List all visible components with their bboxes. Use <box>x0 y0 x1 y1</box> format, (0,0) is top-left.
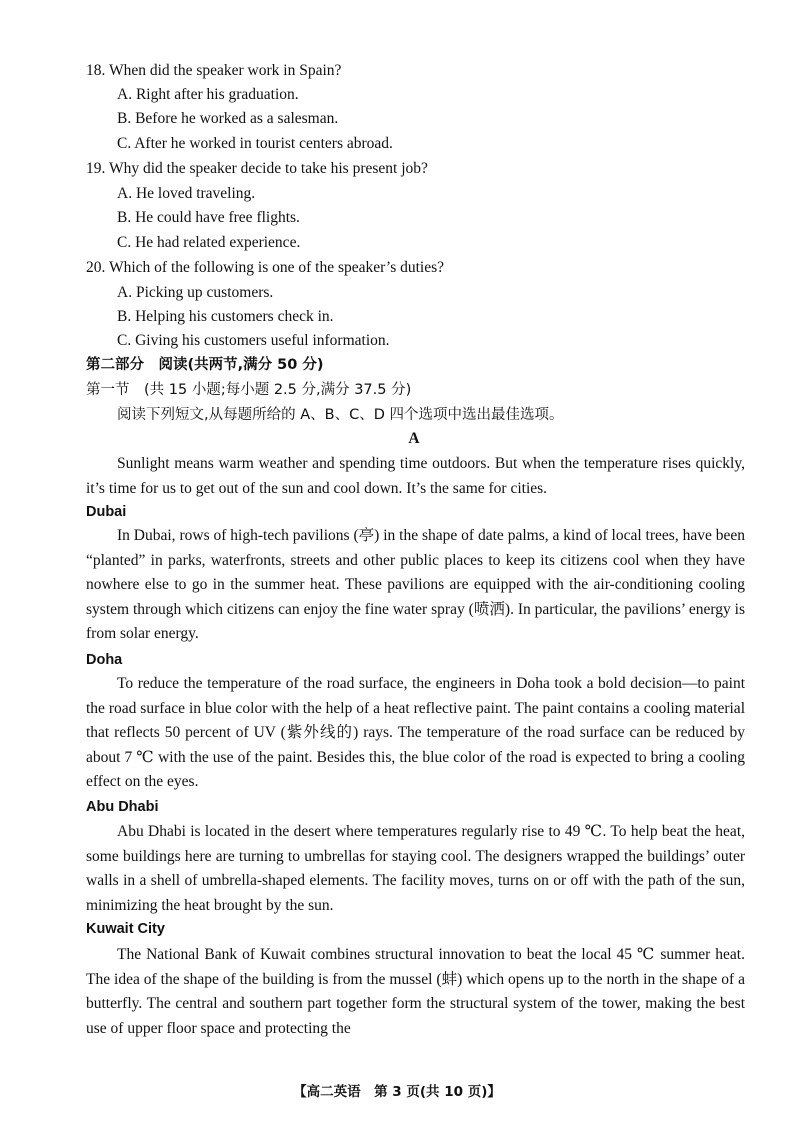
passage-label: A <box>408 430 420 447</box>
option-19a: A. He loved traveling. <box>117 185 256 202</box>
city-heading-abu-dhabi: Abu Dhabi <box>86 799 159 815</box>
city-heading-kuwait-city: Kuwait City <box>86 921 165 937</box>
option-18c: C. After he worked in tourist centers abroad. <box>117 135 393 152</box>
option-20a: A. Picking up customers. <box>117 284 274 301</box>
page-footer: 【高二英语 第 3 页(共 10 页)】 <box>293 1084 501 1100</box>
paragraph-abu-dhabi: Abu Dhabi is located in the desert where temperatures regularly rise to 49 ℃. To help beat the heat, some buildings here are turning to umbrellas for staying cool. The designers wrapped the buildings’ outer walls in a shell of umbrella-shaped elements. The facility moves, turns on or off with the path of the sun, minimizing the heat brought by the sun. <box>86 823 745 914</box>
option-20c: C. Giving his customers useful information. <box>117 332 390 349</box>
question-20: 20. Which of the following is one of the speaker’s duties? <box>86 259 444 276</box>
section1-heading: 第一节 (共 15 小题;每小题 2.5 分,满分 37.5 分) <box>86 382 412 398</box>
passage-intro: Sunlight means warm weather and spending time outdoors. But when the temperature rises quickly, it’s time for us to get out of the sun and cool down. It’s the same for cities. <box>86 455 745 497</box>
option-19c: C. He had related experience. <box>117 234 301 251</box>
part2-heading: 第二部分 阅读(共两节,满分 50 分) <box>86 357 324 373</box>
paragraph-kuwait-city: The National Bank of Kuwait combines structural innovation to beat the local 45 ℃ summer heat. The idea of the shape of the building is from the mussel (蚌) which opens up to the north in the shape of a butterfly. The central and southern part together form the structural system of the tower, making the best use of upper floor space and protecting the <box>86 946 745 1037</box>
city-heading-doha: Doha <box>86 652 123 668</box>
reading-instruction: 阅读下列短文,从每题所给的 A、B、C、D 四个选项中选出最佳选项。 <box>117 407 564 423</box>
option-18a: A. Right after his graduation. <box>117 86 299 103</box>
paragraph-doha: To reduce the temperature of the road surface, the engineers in Doha took a bold decision—to paint the road surface in blue color with the help of a heat reflective paint. The paint contains a cooling material that reflects 50 percent of UV (紫外线的) rays. The temperature of the road surface can be reduced by about 7 ℃ with the use of the paint. Besides this, the blue color of the road is expected to bring a cooling effect on the eyes. <box>86 675 745 790</box>
paragraph-dubai: In Dubai, rows of high-tech pavilions (亭) in the shape of date palms, a kind of local trees, have been “planted” in parks, waterfronts, streets and other public places to keep its citizens cool when they have nowhere else to go in the summer heat. These pavilions are equipped with the air-conditioning cooling system through which citizens can enjoy the fine water spray (喷洒). In particular, the pavilions’ energy is from solar energy. <box>86 527 745 642</box>
option-18b: B. Before he worked as a salesman. <box>117 110 339 127</box>
option-19b: B. He could have free flights. <box>117 209 300 226</box>
city-heading-dubai: Dubai <box>86 504 127 520</box>
question-18: 18. When did the speaker work in Spain? <box>86 62 342 79</box>
option-20b: B. Helping his customers check in. <box>117 308 334 325</box>
question-19: 19. Why did the speaker decide to take his present job? <box>86 160 428 177</box>
